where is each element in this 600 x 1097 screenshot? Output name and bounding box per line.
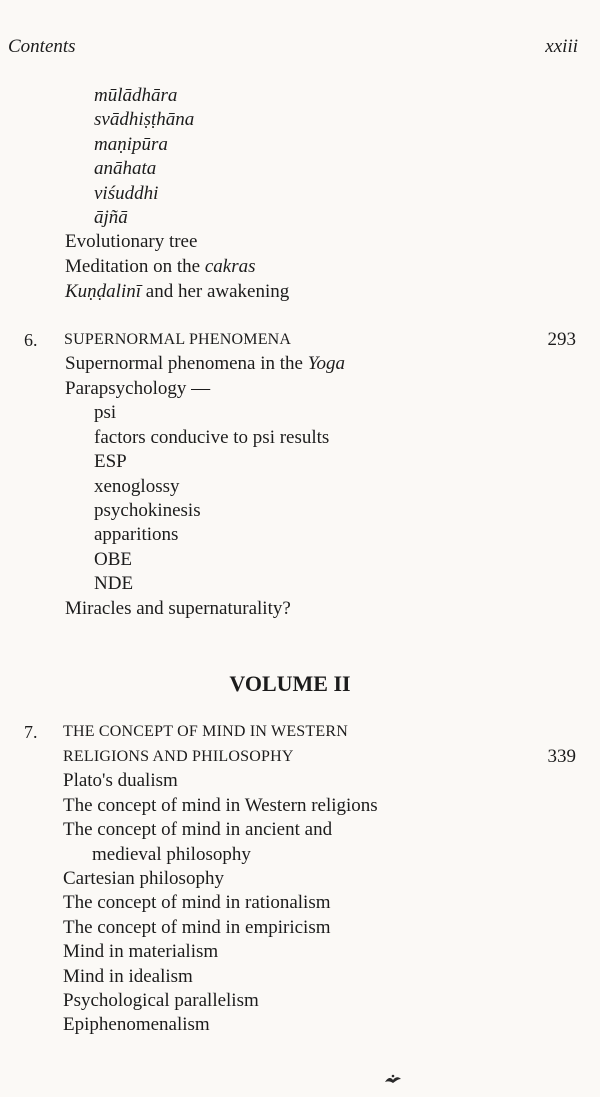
entry-psychological-parallelism: Psychological parallelism <box>63 990 259 1011</box>
cakra-item-manipura: maṇipūra <box>94 134 168 155</box>
subentry-psychokinesis: psychokinesis <box>94 500 201 521</box>
subentry-xenoglossy: xenoglossy <box>94 476 180 497</box>
entry-mind-rationalism: The concept of mind in rationalism <box>63 892 331 913</box>
page-header <box>8 36 578 62</box>
entry-miracles: Miracles and supernaturality? <box>65 598 291 619</box>
entry-mind-ancient-line1: The concept of mind in ancient and <box>63 819 333 840</box>
entry-evolutionary-tree: Evolutionary tree <box>65 231 198 252</box>
entry-mind-idealism: Mind in idealism <box>63 966 193 987</box>
chapter-7-page: 339 <box>547 746 576 767</box>
entry-italic-text: cakras <box>204 256 256 277</box>
entry-cartesian: Cartesian philosophy <box>63 868 224 889</box>
page-number: xxiii <box>545 36 578 57</box>
chapter-7-title-line2: RELIGIONS AND PHILOSOPHY <box>63 748 294 765</box>
entry-italic-text: Kuṇḍalinī <box>65 281 142 302</box>
subentry-psi-factors: factors conducive to psi results <box>94 427 330 448</box>
entry-supernormal-yoga <box>65 352 345 376</box>
chapter-7-title-line1: THE CONCEPT OF MIND IN WESTERN <box>63 723 348 740</box>
entry-platos-dualism: Plato's dualism <box>63 770 178 791</box>
entry-meditation-cakras <box>65 255 256 279</box>
entry-mind-materialism: Mind in materialism <box>63 941 219 962</box>
chapter-6-number: 6. <box>24 330 38 350</box>
cakra-item-svadhisthana: svādhiṣṭhāna <box>94 109 195 130</box>
cakra-item-anahata: anāhata <box>94 158 157 179</box>
cakra-item-ajna: ājñā <box>94 207 128 228</box>
volume-heading: VOLUME II <box>229 671 351 696</box>
subentry-obe: OBE <box>94 549 132 570</box>
subentry-esp: ESP <box>94 451 127 472</box>
subentry-nde: NDE <box>94 573 134 594</box>
printer-ornament-icon <box>383 1073 403 1085</box>
cakra-item-muladhara: mūlādhāra <box>94 85 178 106</box>
running-head: Contents <box>8 36 76 57</box>
entry-text: Supernormal phenomena in the <box>65 353 308 374</box>
subentry-psi: psi <box>94 402 117 423</box>
chapter-7-number: 7. <box>24 722 38 742</box>
entry-parapsychology: Parapsychology — <box>65 378 211 399</box>
entry-mind-ancient-line2: medieval philosophy <box>92 844 251 865</box>
chapter-6-title: SUPERNORMAL PHENOMENA <box>64 331 292 348</box>
entry-epiphenomenalism: Epiphenomenalism <box>63 1014 210 1035</box>
entry-kundalini <box>65 280 289 304</box>
chapter-6-page: 293 <box>547 329 576 350</box>
subentry-apparitions: apparitions <box>94 524 179 545</box>
entry-mind-empiricism: The concept of mind in empiricism <box>63 917 331 938</box>
entry-italic-text: Yoga <box>307 353 346 374</box>
cakra-item-visuddhi: viśuddhi <box>94 183 159 204</box>
entry-text: Meditation on the <box>65 256 205 277</box>
entry-mind-western-religions: The concept of mind in Western religions <box>63 795 378 816</box>
entry-text: and her awakening <box>141 281 290 302</box>
